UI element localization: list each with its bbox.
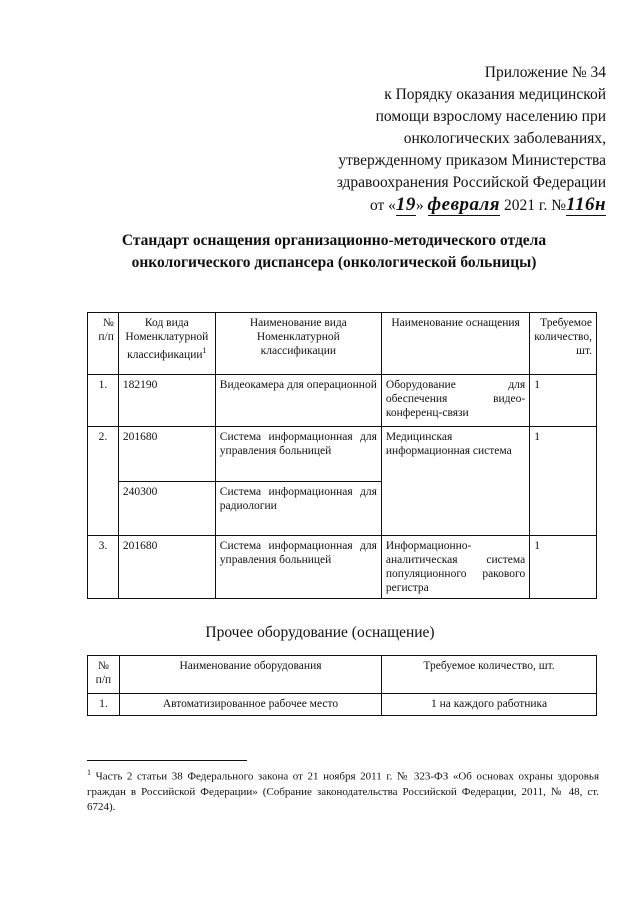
cell-name: Система информационная для радиологии: [215, 482, 381, 536]
table-row: [88, 694, 597, 716]
header-num: № п/п: [88, 656, 120, 694]
footnote-ref: 1: [202, 346, 207, 355]
handwritten-day: 19: [395, 194, 416, 215]
date-year: 2021 г. №: [503, 197, 566, 214]
header-name: Наименование оборудования: [119, 656, 381, 694]
cell-code: 240300: [118, 482, 215, 536]
annex-line-5: утвержденному приказом Министерства: [338, 152, 606, 169]
cell-qty: 1 на каждого работника: [382, 694, 597, 716]
cell-qty: 1: [530, 427, 597, 536]
annex-line-3: помощи взрослому населению при: [375, 108, 606, 125]
title-line-2: онкологического диспансера (онкологической больницы): [131, 254, 537, 271]
cell-name: Система информационная для управления больницей: [215, 536, 381, 599]
annex-line-1: Приложение № 34: [484, 64, 606, 81]
header-equipment: Наименование оснащения: [381, 313, 529, 375]
header-name: Наименование вида Номенклатурной классификации: [215, 313, 381, 375]
table-row: [88, 375, 597, 427]
cell-num: 3.: [88, 536, 119, 599]
table-header-row: [88, 656, 597, 694]
header-code: [118, 313, 215, 375]
other-equipment-table: [87, 655, 597, 716]
header-qty: Требуемое количество, шт.: [382, 656, 597, 694]
footnote-mark: 1: [87, 768, 91, 777]
cell-equipment: Медицинская информационная система: [381, 427, 529, 536]
section-subtitle: Прочее оборудование (оснащение): [205, 624, 435, 641]
cell-qty: 1: [530, 375, 597, 427]
header-num: № п/п: [88, 313, 119, 375]
annex-date-line: [316, 194, 606, 217]
footnote: [87, 765, 599, 815]
footnote-divider: [87, 760, 247, 761]
cell-equipment: Информационно-аналитическая система популяционного ракового регистра: [381, 536, 529, 599]
document-title: [60, 230, 608, 274]
annex-line-2: к Порядку оказания медицинской: [384, 86, 606, 103]
cell-name: Автоматизированное рабочее место: [119, 694, 381, 716]
cell-name: Видеокамера для операционной: [215, 375, 381, 427]
equipment-standard-table: [87, 312, 597, 599]
date-prefix: от «: [369, 197, 396, 214]
table-header-row: [88, 313, 597, 375]
annex-line-4: онкологических заболеваниях,: [403, 130, 606, 147]
handwritten-number: 116н: [566, 194, 606, 215]
title-line-1: Стандарт оснащения организационно-методического отдела: [121, 232, 547, 249]
table-row: [88, 427, 597, 482]
cell-code: 182190: [118, 375, 215, 427]
handwritten-month: февраля: [427, 194, 501, 215]
table-row: [88, 536, 597, 599]
header-code-text: Код вида Номенклатурной классификации: [125, 317, 209, 361]
cell-num: 1.: [88, 375, 119, 427]
footnote-text: Часть 2 статьи 38 Федерального закона от 21 ноября 2011 г. № 323-ФЗ «Об основах охраны здоровья граждан в Российской Федерации» (Собрание законодательства Российской Федерации, 2011, № 48, ст. 6724).: [87, 770, 600, 813]
cell-code: 201680: [118, 427, 215, 482]
cell-qty: 1: [530, 536, 597, 599]
cell-name: Система информационная для управления больницей: [215, 427, 381, 482]
cell-num: 2.: [88, 427, 119, 536]
cell-num: 1.: [88, 694, 120, 716]
annex-block: [316, 62, 606, 217]
cell-equipment: Оборудование для обеспечения видео-конференц-связи: [381, 375, 529, 427]
annex-line-6: здравоохранения Российской Федерации: [336, 174, 606, 191]
date-mid: »: [415, 197, 424, 214]
cell-code: 201680: [118, 536, 215, 599]
header-qty: Требуемое количество, шт.: [530, 313, 597, 375]
